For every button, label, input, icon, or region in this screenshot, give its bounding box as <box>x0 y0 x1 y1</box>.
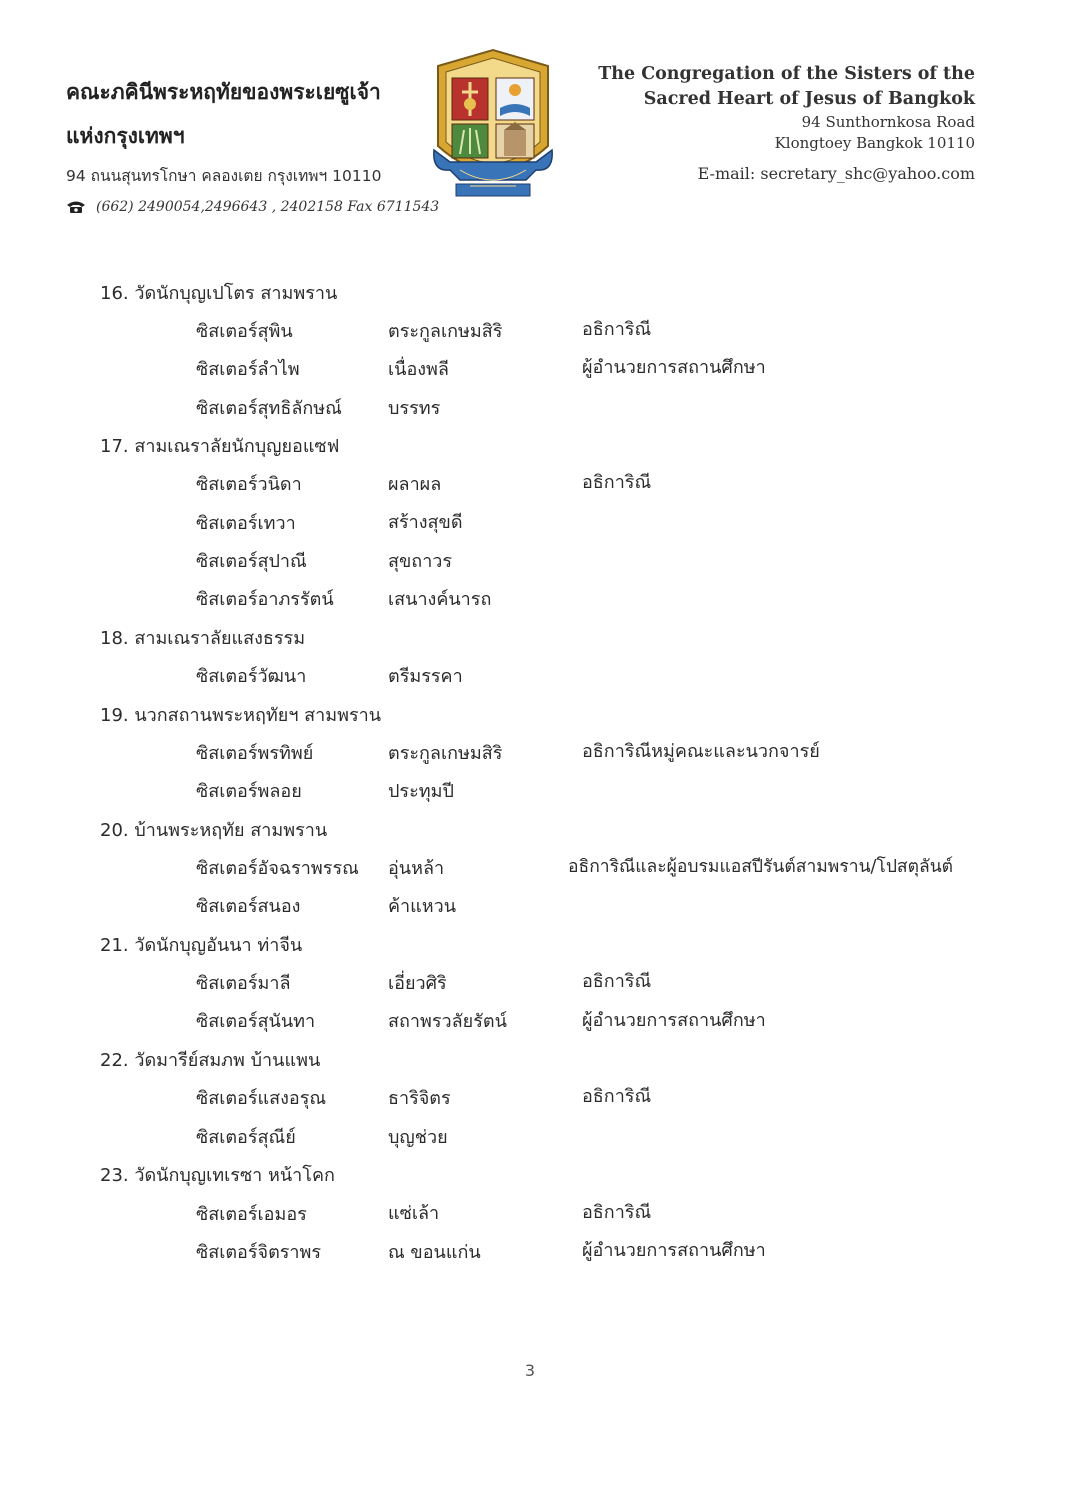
section-title: 19. นวกสถานพระหฤทัยฯ สามพราน <box>100 705 382 726</box>
member-name: ซิสเตอร์จิตราพร <box>196 1242 322 1263</box>
page-number: 3 <box>524 1361 536 1380</box>
english-org-name-line1: The Congregation of the Sisters of the <box>598 64 975 84</box>
member-surname: สุขถาวร <box>388 551 453 572</box>
section-title: 18. สามเณราลัยแสงธรรม <box>100 628 306 649</box>
member-role: ผู้อำนวยการสถานศึกษา <box>582 357 766 378</box>
member-role: ผู้อำนวยการสถานศึกษา <box>582 1240 766 1261</box>
english-org-name-line2: Sacred Heart of Jesus of Bangkok <box>643 89 975 109</box>
member-surname: เนื่องพลี <box>388 359 449 380</box>
member-role: อธิการิณีและผู้อบรมแอสปีรันต์สามพราน/โปสตุลันต์ <box>568 857 954 877</box>
member-name: ซิสเตอร์อาภรรัตน์ <box>196 589 334 610</box>
member-surname: สร้างสุขดี <box>388 512 463 533</box>
member-role: ผู้อำนวยการสถานศึกษา <box>582 1010 766 1031</box>
member-surname: อุ่นหล้า <box>388 858 445 879</box>
member-name: ซิสเตอร์สุนันทา <box>196 1011 316 1032</box>
member-surname: ผลาผล <box>388 474 442 495</box>
member-role: อธิการิณี <box>582 319 652 340</box>
member-name: ซิสเตอร์สุณีย์ <box>196 1127 296 1148</box>
member-name: ซิสเตอร์ลำไพ <box>196 359 300 380</box>
member-surname: บุญช่วย <box>388 1127 448 1148</box>
member-surname: บรรทร <box>388 398 441 419</box>
member-name: ซิสเตอร์สุปาณี <box>196 551 307 572</box>
thai-address: 94 ถนนสุนทรโกษา คลองเตย กรุงเทพฯ 10110 <box>66 167 382 185</box>
member-surname: เสนางค์นารถ <box>388 589 492 610</box>
thai-org-name-line1: คณะภคินีพระหฤทัยของพระเยซูเจ้า <box>66 79 381 104</box>
congregation-crest-logo <box>430 46 556 204</box>
member-name: ซิสเตอร์เทวา <box>196 513 296 534</box>
member-surname: ณ ขอนแก่น <box>388 1242 481 1263</box>
member-name: ซิสเตอร์สุพิน <box>196 321 293 342</box>
member-name: ซิสเตอร์วัฒนา <box>196 666 307 687</box>
email-address: E-mail: secretary_shc@yahoo.com <box>697 164 975 183</box>
member-role: อธิการิณี <box>582 1202 652 1223</box>
member-name: ซิสเตอร์เอมอร <box>196 1204 307 1225</box>
member-name: ซิสเตอร์วนิดา <box>196 474 302 495</box>
member-name: ซิสเตอร์สุทธิลักษณ์ <box>196 398 342 419</box>
member-surname: สถาพรวลัยรัตน์ <box>388 1011 507 1032</box>
member-name: ซิสเตอร์สนอง <box>196 896 301 917</box>
thai-org-name-line2: แห่งกรุงเทพฯ <box>66 123 185 148</box>
section-title: 17. สามเณราลัยนักบุญยอแซฟ <box>100 436 340 457</box>
english-address-line1: 94 Sunthornkosa Road <box>801 113 975 131</box>
member-surname: ประทุมปี <box>388 781 454 802</box>
member-surname: ตรีมรรคา <box>388 666 463 687</box>
member-name: ซิสเตอร์อัจฉราพรรณ <box>196 858 359 879</box>
member-surname: แซ่เล้า <box>388 1203 440 1224</box>
member-surname: ค้าแหวน <box>388 896 457 917</box>
member-name: ซิสเตอร์พลอย <box>196 781 302 802</box>
section-title: 16. วัดนักบุญเปโตร สามพราน <box>100 283 338 304</box>
member-surname: ตระกูลเกษมสิริ <box>388 743 503 764</box>
english-address-line2: Klongtoey Bangkok 10110 <box>774 134 975 152</box>
section-title: 23. วัดนักบุญเทเรซา หน้าโคก <box>100 1165 335 1186</box>
member-surname: ธาริจิตร <box>388 1088 451 1109</box>
phone-numbers: (662) 2490054,2496643 , 2402158 Fax 6711543 <box>96 199 440 215</box>
section-title: 22. วัดมารีย์สมภพ บ้านแพน <box>100 1050 321 1071</box>
member-role: อธิการิณี <box>582 971 652 992</box>
phone-line <box>66 199 439 218</box>
section-title: 20. บ้านพระหฤทัย สามพราน <box>100 820 328 841</box>
letterhead <box>0 0 1092 230</box>
member-role: อธิการิณีหมู่คณะและนวกจารย์ <box>582 741 820 762</box>
member-surname: เอี่ยวศิริ <box>388 973 447 994</box>
member-name: ซิสเตอร์แสงอรุณ <box>196 1088 327 1109</box>
member-name: ซิสเตอร์มาลี <box>196 973 291 994</box>
english-letterhead <box>598 62 975 185</box>
phone-icon <box>66 200 86 218</box>
member-surname: ตระกูลเกษมสิริ <box>388 321 503 342</box>
member-role: อธิการิณี <box>582 1086 652 1107</box>
member-name: ซิสเตอร์พรทิพย์ <box>196 743 314 764</box>
section-title: 21. วัดนักบุญอันนา ท่าจีน <box>100 935 303 956</box>
member-role: อธิการิณี <box>582 472 652 493</box>
